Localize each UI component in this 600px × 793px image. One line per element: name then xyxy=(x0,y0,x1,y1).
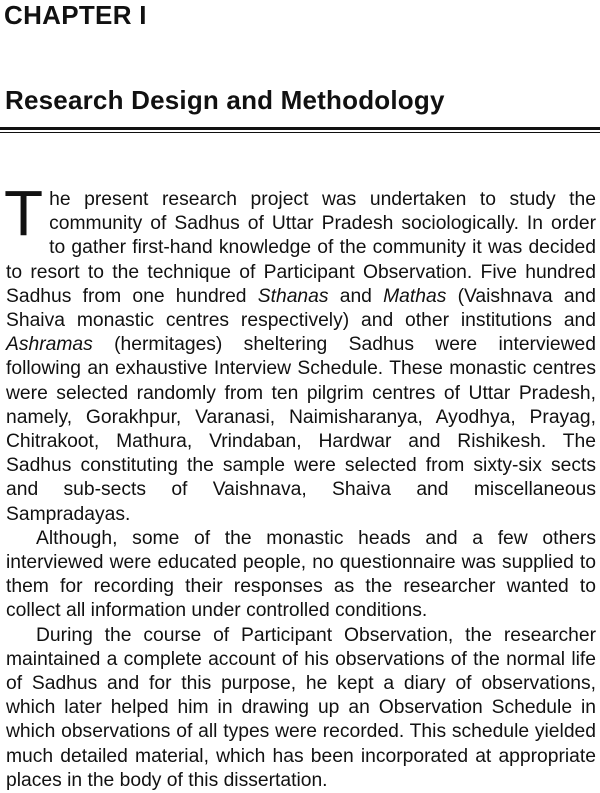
paragraph-1-text-1: he present research project was undertaken to study the community of Sadhus of Uttar Pradesh sociologically. In order to gather first-hand knowledge of the community it was decided to resort to the technique of Participant Observation. Five hundred Sadhus from one hundred xyxy=(6,189,596,307)
paragraph-3: During the course of Participant Observation, the researcher maintained a complete account of his observations of the normal life of Sadhus and for this purpose, he kept a diary of observations, which later helped him in drawing up an Observation Schedule in which observations of all types were recorded. This schedule yielded much detailed material, which has been incorporated at appropriate places in the body of this dissertation. xyxy=(6,624,596,791)
paragraph-1-italic-ashramas: Ashramas xyxy=(6,334,93,356)
title-rule-thin xyxy=(0,132,600,133)
paragraph-2: Although, some of the monastic heads and a few others interviewed were educated people, no questionnaire was supplied to them for recording their responses as the researcher wanted to collect all information under controlled conditions. xyxy=(6,527,596,622)
paragraph-1-text-3: (Vaishnava and Shaiva monastic centres respectively) and other institutions and xyxy=(6,285,596,332)
title-rule-thick xyxy=(0,127,600,130)
body-text xyxy=(4,177,596,793)
section-title: Research Design and Methodology xyxy=(5,85,445,115)
chapter-heading: CHAPTER I xyxy=(4,0,147,30)
drop-cap: T xyxy=(4,177,44,249)
paragraph-1 xyxy=(4,177,596,527)
paragraph-1-text-4: (hermitages) sheltering Sadhus were interviewed following an exhaustive Interview Schedule. These monastic centres were selected randomly from ten pilgrim centres of Uttar Pradesh, namely, Gorakhpur, Varanasi, Naimisharanya, Ayodhya, Prayag, Chitrakoot, Mathura, Vrindaban, Hardwar and Rishikesh. The Sadhus constituting the sample were selected from sixty-six sects and sub-sects of Vaishnava, Shaiva and miscellaneous Sampradayas. xyxy=(6,334,596,525)
paragraph-1-text-2: and xyxy=(328,285,384,307)
paragraph-1-italic-sthanas: Sthanas xyxy=(257,285,329,307)
paragraph-1-italic-mathas: Mathas xyxy=(383,285,447,307)
